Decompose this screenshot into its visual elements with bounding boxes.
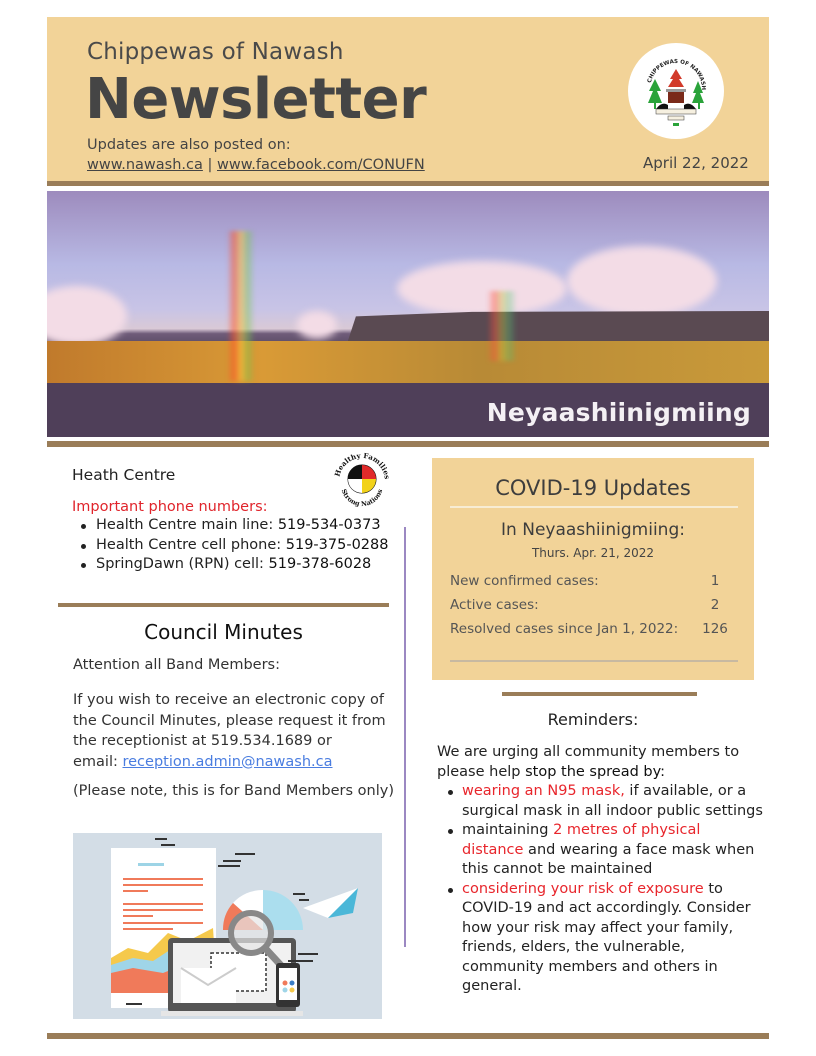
- email-document-illustration-icon: [73, 833, 382, 1019]
- phone-numbers-heading: Important phone numbers:: [72, 499, 268, 515]
- email-label: email:: [73, 753, 123, 770]
- covid-date: Thurs. Apr. 21, 2022: [531, 546, 655, 560]
- banner-divider: [47, 441, 769, 447]
- footer-divider: [47, 1033, 769, 1039]
- reminder-text: maintaining: [462, 822, 554, 838]
- covid-location: In Neyaashiinigmiing:: [501, 520, 685, 540]
- phone-number: 519-378-6028: [268, 556, 372, 572]
- council-divider: [58, 603, 389, 607]
- phone-label: SpringDawn (RPN) cell:: [96, 556, 269, 572]
- list-item: [444, 821, 764, 880]
- covid-title: COVID-19 Updates: [495, 476, 691, 500]
- organization-name: Chippewas of Nawash: [87, 39, 344, 65]
- nawash-emblem-icon: [628, 43, 724, 139]
- cloud-shape: [297, 311, 337, 339]
- stat-value: 2: [710, 597, 720, 613]
- medicine-wheel-icon: [331, 451, 393, 507]
- reminder-text: if available, or a surgical mask in all indoor public settings: [462, 783, 763, 819]
- banner-caption: Neyaashiinigmiing: [486, 398, 751, 427]
- reminder-highlight: 2 metres of physical distance: [462, 822, 701, 858]
- reminders-intro: [437, 742, 767, 782]
- issue-date: April 22, 2022: [643, 154, 749, 172]
- reminder-text: and wearing a face mask when this cannot be maintained: [462, 841, 755, 877]
- health-centre-title: Heath Centre: [72, 466, 176, 484]
- forest-shape: [47, 341, 769, 383]
- header-divider: [47, 181, 769, 186]
- svg-text:Strong Nations: Strong Nations: [339, 487, 385, 507]
- attention-text: Attention all Band Members:: [73, 657, 281, 673]
- covid-bottom-divider: [450, 660, 738, 662]
- stat-label: New confirmed cases:: [450, 573, 599, 589]
- svg-text:Healthy Families: Healthy Families: [332, 451, 392, 480]
- updates-label: Updates are also posted on:: [87, 137, 291, 153]
- list-item: [78, 536, 388, 556]
- stat-value: 1: [710, 573, 720, 589]
- covid-updates-panel: [432, 458, 754, 680]
- list-item: [78, 516, 388, 536]
- reminders-title: Reminders:: [547, 710, 639, 729]
- council-minutes-title: Council Minutes: [144, 620, 303, 644]
- reminders-list: [444, 782, 764, 997]
- stat-value: 126: [702, 621, 728, 637]
- facebook-link[interactable]: www.facebook.com/CONUFN: [217, 157, 425, 173]
- band-members-note: (Please note, this is for Band Members only): [73, 783, 394, 799]
- cloud-shape: [397, 261, 567, 316]
- list-item: [78, 555, 388, 575]
- rainbow-shape: [227, 231, 255, 381]
- cloud-shape: [47, 286, 127, 346]
- covid-title-divider: [450, 506, 738, 508]
- newsletter-header: [47, 17, 769, 181]
- reminders-intro-text: We are urging all community members to please help: [437, 744, 740, 780]
- communication-illustration: [73, 833, 382, 1019]
- page-title: Newsletter: [85, 67, 427, 132]
- stat-label: Resolved cases since Jan 1, 2022:: [450, 621, 679, 637]
- link-separator: |: [202, 157, 217, 173]
- email-link[interactable]: reception.admin@nawash.ca: [122, 753, 333, 770]
- banner-photo: [47, 191, 769, 437]
- cloud-shape: [567, 246, 717, 316]
- stat-row: [450, 621, 735, 645]
- phone-label: Health Centre main line:: [96, 517, 278, 533]
- column-divider: [404, 527, 406, 947]
- reminder-highlight: wearing an N95 mask,: [462, 783, 625, 799]
- stat-row: [450, 597, 735, 621]
- updates-notice: [87, 135, 425, 175]
- website-link[interactable]: www.nawash.ca: [87, 157, 203, 173]
- phone-label: Health Centre cell phone:: [96, 536, 286, 553]
- reminders-intro-emphasis: stop the spread by:: [525, 764, 666, 780]
- nawash-logo: [628, 43, 724, 139]
- reminder-highlight: considering your risk of exposure: [462, 880, 704, 897]
- list-item: [444, 880, 764, 997]
- list-item: [444, 782, 764, 821]
- healthy-families-logo: [331, 451, 393, 507]
- stat-row: [450, 573, 735, 597]
- stat-label: Active cases:: [450, 597, 539, 613]
- rainbow-shape: [487, 291, 517, 361]
- phone-number: 519-534-0373: [277, 517, 381, 533]
- phone-list: [78, 516, 388, 575]
- covid-stats: [450, 573, 735, 645]
- reminder-text: to COVID-19 and act accordingly. Consider how your risk may affect your family, friends, elders, the vulnerable, community members and others in general.: [462, 880, 751, 994]
- reminders-divider: [502, 692, 697, 696]
- svg-text:CHIPPEWAS OF NAWASH: CHIPPEWAS OF NAWASH: [646, 58, 707, 91]
- council-body: [73, 690, 393, 772]
- council-body-text: If you wish to receive an electronic copy of the Council Minutes, please request it from the receptionist at 519.534.1689 or: [73, 692, 386, 749]
- phone-number: 519-375-0288: [285, 536, 389, 553]
